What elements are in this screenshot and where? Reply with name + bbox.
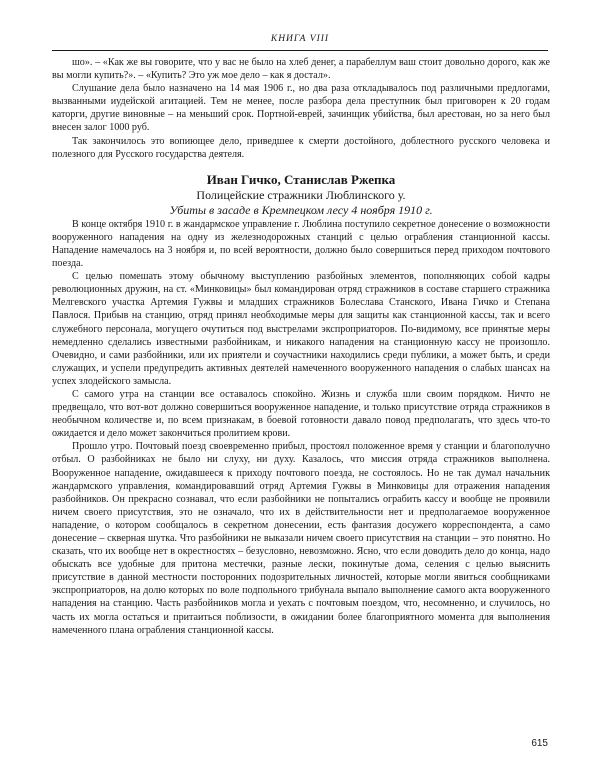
page-number: 615 [531,738,548,749]
intro-paragraph: Слушание дела было назначено на 14 мая 1906 г., но два раза откладывалось под различными предлогами, вызванными иудейской агитацией. Тем не менее, после разбора дела преступник был приговорен к 20 годам каторги, другие виновные – на меньший срок. Портной-еврей, зачинщик убийства, был арестован, но за него был внесен залог 1000 руб. [52,83,550,134]
section-subtitle: Полицейские стражники Люблинского у. [196,187,406,202]
section-subtitle-italic: Убиты в засаде в Кремпецком лесу 4 ноября 1910 г. [169,202,433,217]
body-paragraph: Прошло утро. Почтовый поезд своевременно прибыл, простоял положенное время у станции и благополучно отбыл. О разбойниках не было ни слуху, ни духу. Казалось, что миссия отряда стражников выполнена. Вооруженное нападение, ожидавшееся к приходу почтового поезда, не состоялось. Но не так думал начальник жандармского управления, командировавший отряд Артемия Гужвы в Минковицы для отражения нападения разбойников. Он прекрасно сознавал, что если разбойники не попытались ограбить кассу и вообще не проявили ничем своего присутствия, это не означало, что их в действительности нет и предполагаемое вооруженное нападение, о котором сообщалось в секретном донесении, есть фантазия досужего корреспондента, а само донесение – скверная шутка. Что разбойники не выказали ничем своего присутствия на станции – это понятно. Но сказать, что их вообще нет в окрестностях – безусловно, невозможно. Ясно, что если доводить дело до конца, надо обыскать все удобные для притона местечки, разные лески, покинутые дома, селения с целью выяснить присутствие в данной местности посторонних подозрительных личностей, которые могли явиться сообщниками экспроприаторов, на долю которых по воле подпольного трибунала выпало выполнение самого акта вооруженного нападения на станцию. Часть разбойников могла и уехать с почтовым поездом, что, несомненно, и случилось, но часть их могла остаться и притаиться поблизости, в ожидании более благоприятного момента для выполнения намеченного плана ограбления станционной кассы. [52,441,550,636]
intro-paragraph: Так закончилось это вопиющее дело, приведшее к смерти достойного, доблестного русского человека и полезного для Русского государства деятеля. [52,135,550,160]
running-header: КНИГА VIII [270,34,330,44]
page-body [52,56,550,637]
intro-paragraph: шо». – «Как же вы говорите, что у вас не было на хлеб денег, а парабеллум ваш стоит довольно дорого, как же вы могли купить?». – «Купить? Это уж мое дело – как я достал». [52,57,550,82]
body-paragraph: С самого утра на станции все оставалось спокойно. Жизнь и служба шли своим порядком. Ничто не предвещало, что вот-вот должно совершиться вооруженное нападение, и только присутствие отряда стражников в необычном количестве и, по всем признакам, в боевой готовности давало повод предполагать, что здесь что-то ожидается и дело может закончиться пролитием крови. [52,388,550,440]
section-heading: Иван Гичко, Станислав Ржепка [206,171,396,187]
section-gap [52,161,550,171]
body-paragraph: В конце октября 1910 г. в жандармское управление г. Люблина поступило секретное донесение о возможности вооруженного нападения на одну из железнодорожных станций с целью ограбления станционной кассы. Нападение намечалось на 3 ноября и, по всей вероятности, должно было совершиться перед приходом почтового поезда. [52,218,550,270]
body-paragraph: С целью помешать этому обычному выступлению разбойных элементов, пополняющих собой кадры революционных дружин, на ст. «Минковицы» был командирован отряд стражников в составе старшего стражника Мелгевского участка Артемия Гужвы и младших стражников Болеслава Станского, Ивана Гичко и Степана Павлося. Прибыв на станцию, отряд принял необходимые меры для защиты как станционной кассы, так и всего служебного персонала, могущего очутиться под выстрелами экспроприаторов. По-видимому, все принятые меры немедленно сделались известными разбойникам, и никакого нападения на станционную кассу не произошло. Очевидно, и сами разбойники, или их приятели и соучастники находились среди публики, а может быть, и среди служащих, и успели предупредить активных деятелей намеченного вооруженного нападения о слабых шансах на успех злодейского замысла. [52,271,550,387]
header-rule [52,50,548,51]
